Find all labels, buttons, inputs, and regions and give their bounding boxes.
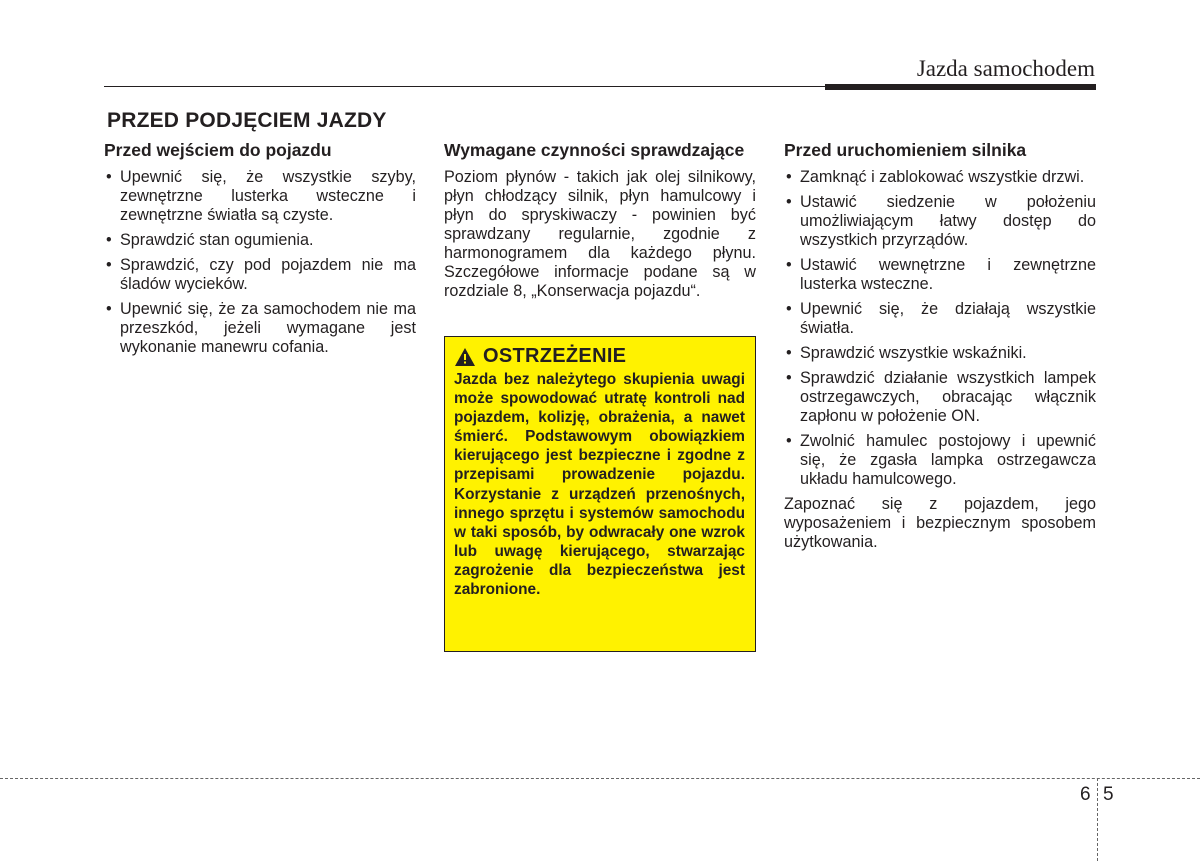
list-item (784, 432, 1096, 489)
list-item (784, 193, 1096, 250)
list-item (104, 168, 416, 225)
list-item-text: Zwolnić hamulec postojowy i upewnić się, że zgasła lampka ostrzegawcza układu hamulcowego. (800, 432, 1096, 488)
page-divider (1097, 778, 1098, 861)
column-heading: Wymagane czynności sprawdzające (444, 140, 745, 160)
list-item (784, 369, 1096, 426)
checklist (104, 168, 416, 357)
list-item-text: Sprawdzić wszystkie wskaźniki. (800, 344, 1027, 362)
list-item (784, 256, 1096, 294)
chapter-title: Jazda samochodem (916, 56, 1095, 81)
header-rule-accent (825, 84, 1096, 90)
bullet: • (786, 193, 792, 211)
column-before-starting-engine (784, 140, 1096, 552)
bullet: • (106, 300, 112, 318)
list-item-text: Upewnić się, że wszystkie szyby, zewnętrzne lusterka wsteczne i zewnętrzne światła są czyste. (120, 168, 416, 224)
bullet: • (106, 168, 112, 186)
body-paragraph: Poziom płynów - takich jak olej silnikowy, płyn chłodzący silnik, płyn hamulcowy i płyn do spryskiwaczy - powinien być sprawdzany regularnie, zgodnie z harmonogramem dla każdego płynu. Szczegółowe informacje podane są w rozdziale 8, „Konserwacja pojazdu“. (444, 168, 756, 300)
warning-triangle-icon (454, 347, 476, 367)
footer-rule (0, 778, 1200, 779)
list-item-text: Sprawdzić stan ogumienia. (120, 231, 314, 249)
column-heading: Przed uruchomieniem silnika (784, 140, 1027, 160)
bullet: • (786, 432, 792, 450)
list-item (104, 231, 416, 250)
column-before-entering (104, 140, 416, 363)
column-heading: Przed wejściem do pojazdu (104, 140, 332, 160)
list-item-text: Sprawdzić działanie wszystkich lampek ostrzegawczych, obracając włącznik zapłonu w położenie ON. (800, 369, 1096, 425)
warning-title: OSTRZEŻENIE (483, 345, 627, 367)
chapter-number: 6 (1080, 784, 1091, 805)
bullet: • (106, 231, 112, 249)
bullet: • (786, 256, 792, 274)
warning-text: Jazda bez należytego skupienia uwagi może spowodować utratę kontroli nad pojazdem, kolizję, obrażenia, a nawet śmierć. Podstawowym obowiązkiem kierującego jest bezpieczne i zgodne z przepisami prowadzenie pojazdu. Korzystanie z urządzeń przenośnych, innego sprzętu i systemów samochodu w taki sposób, by odwracały one wzrok lub uwagę kierującego, stwarzając zagrożenie dla bezpieczeństwa jest zabronione. (454, 371, 745, 599)
list-item-text: Sprawdzić, czy pod pojazdem nie ma śladów wycieków. (120, 256, 416, 293)
section-title: PRZED PODJĘCIEM JAZDY (107, 109, 387, 132)
page-number: 5 (1103, 784, 1114, 805)
list-item-text: Ustawić wewnętrzne i zewnętrzne lusterka wsteczne. (800, 256, 1096, 293)
body-paragraph: Zapoznać się z pojazdem, jego wyposażeniem i bezpiecznym sposobem użytkowania. (784, 495, 1096, 551)
checklist (784, 168, 1096, 489)
list-item-text: Ustawić siedzenie w położeniu umożliwiającym łatwy dostęp do wszystkich przyrządów. (800, 193, 1096, 249)
list-item-text: Zamknąć i zablokować wszystkie drzwi. (800, 168, 1085, 186)
list-item (104, 300, 416, 357)
bullet: • (786, 300, 792, 318)
list-item (784, 300, 1096, 338)
bullet: • (786, 168, 792, 186)
warning-header (454, 345, 745, 368)
warning-box (444, 336, 756, 652)
bullet: • (786, 369, 792, 387)
list-item (104, 256, 416, 294)
bullet: • (786, 344, 792, 362)
list-item (784, 344, 1096, 363)
bullet: • (106, 256, 112, 274)
list-item (784, 168, 1096, 187)
list-item-text: Upewnić się, że za samochodem nie ma przeszkód, jeżeli wymagane jest wykonanie manewru cofania. (120, 300, 416, 356)
column-required-checks (444, 140, 756, 301)
list-item-text: Upewnić się, że działają wszystkie światła. (800, 300, 1096, 337)
